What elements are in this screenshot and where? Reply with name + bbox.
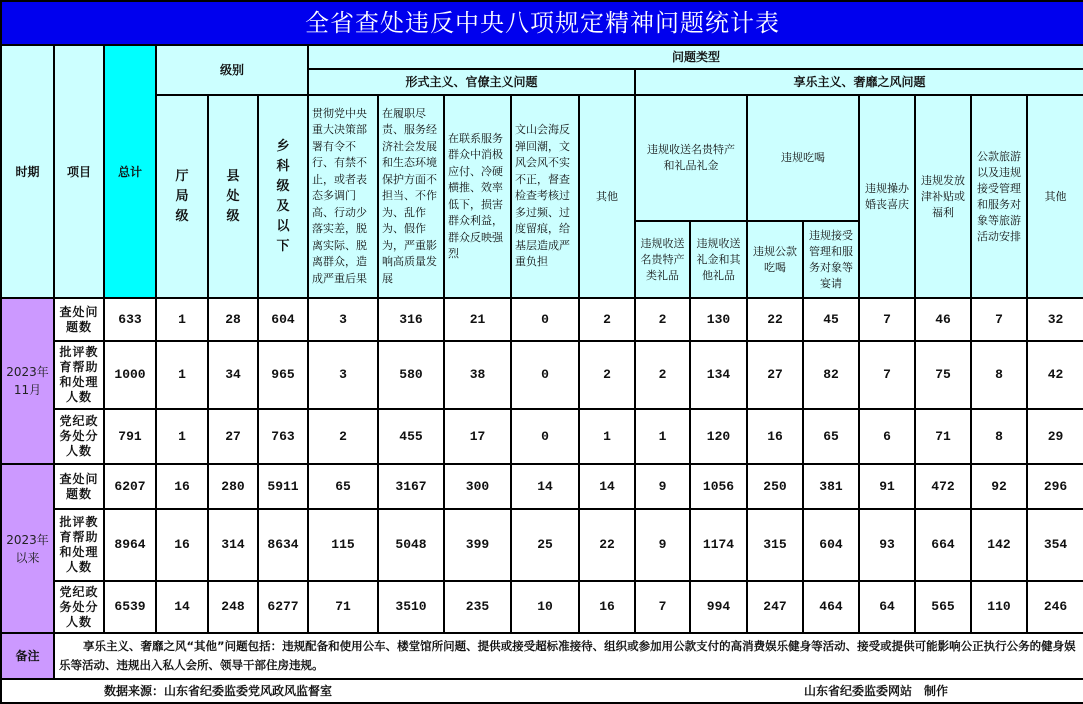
value-cell: 22: [747, 298, 803, 341]
header-formalism-col: 在联系服务群众中消极应付、冷硬横推、效率低下，损害群众利益，群众反映强烈: [444, 95, 511, 298]
value-cell: 21: [444, 298, 511, 341]
value-cell: 3: [308, 298, 378, 341]
value-cell: 9: [635, 509, 690, 581]
value-cell: 315: [747, 509, 803, 581]
value-cell: 604: [258, 298, 308, 341]
value-cell: 7: [859, 341, 915, 409]
value-cell: 16: [747, 409, 803, 464]
value-cell: 580: [378, 341, 444, 409]
value-cell: 65: [308, 464, 378, 509]
note-content: 享乐主义、奢靡之风“其他”问题包括：违规配备和使用公车、楼堂馆所问题、提供或接受超标准接待、组织或参加用公款支付的高消费娱乐健身等活动、接受或提供可能影响公正执行公务的健身娱乐等活动、违规出入私人会所、领导干部住房违规。: [59, 639, 1076, 672]
value-cell: 93: [859, 509, 915, 581]
value-cell: 28: [208, 298, 258, 341]
header-level-xian: [208, 95, 258, 298]
value-cell: 604: [803, 509, 859, 581]
value-cell: 0: [511, 298, 579, 341]
value-cell: 120: [690, 409, 747, 464]
value-cell: 1: [579, 409, 635, 464]
header-formalism-col: 贯彻党中央重大决策部署有令不行、有禁不止，或者表态多调门高、行动少落实差，脱离实际、脱离群众，造成严重后果: [308, 95, 378, 298]
value-cell: 994: [690, 581, 747, 633]
value-cell: 247: [747, 581, 803, 633]
header-level-label: 厅局级: [175, 168, 189, 224]
header-gifts-money: 违规收送礼金和其他礼品: [690, 221, 747, 298]
value-cell: 316: [378, 298, 444, 341]
value-cell: 142: [971, 509, 1027, 581]
table-row: [1, 409, 1083, 464]
value-cell: 8634: [258, 509, 308, 581]
value-cell: 7: [635, 581, 690, 633]
value-cell: 9: [635, 464, 690, 509]
total-value: 1000: [104, 341, 156, 409]
data-source: 数据来源：山东省纪委监委党风政风监督室: [104, 684, 333, 698]
value-cell: 2: [579, 341, 635, 409]
value-cell: 314: [208, 509, 258, 581]
value-cell: 7: [971, 298, 1027, 341]
value-cell: 71: [915, 409, 971, 464]
header-level: 级别: [156, 45, 308, 95]
value-cell: 115: [308, 509, 378, 581]
header-travel: 公款旅游以及违规接受管理和服务对象等旅游活动安排: [971, 95, 1027, 298]
note-text: [54, 633, 1083, 679]
item-label: 批评教育帮助和处理人数: [54, 509, 104, 581]
value-cell: 27: [747, 341, 803, 409]
value-cell: 399: [444, 509, 511, 581]
item-label: 查处问题数: [54, 464, 104, 509]
value-cell: 8: [971, 341, 1027, 409]
value-cell: 75: [915, 341, 971, 409]
value-cell: 1: [635, 409, 690, 464]
value-cell: 10: [511, 581, 579, 633]
header-total: 总计: [104, 45, 156, 298]
value-cell: 965: [258, 341, 308, 409]
value-cell: 235: [444, 581, 511, 633]
value-cell: 45: [803, 298, 859, 341]
value-cell: 8: [971, 409, 1027, 464]
table-row: [1, 581, 1083, 633]
header-formalism-other: 其他: [579, 95, 635, 298]
value-cell: 82: [803, 341, 859, 409]
value-cell: 7: [859, 298, 915, 341]
header-hedonism: 享乐主义、奢靡之风问题: [635, 69, 1083, 95]
header-period: 时期: [1, 45, 54, 298]
header-level-label: 乡科级及以下: [276, 138, 290, 254]
value-cell: 34: [208, 341, 258, 409]
value-cell: 296: [1027, 464, 1083, 509]
value-cell: 2: [635, 341, 690, 409]
producer: 山东省纪委监委网站 制作: [804, 684, 949, 698]
value-cell: 130: [690, 298, 747, 341]
value-cell: 246: [1027, 581, 1083, 633]
item-label: 查处问题数: [54, 298, 104, 341]
total-value: 6207: [104, 464, 156, 509]
header-level-label: 县处级: [226, 168, 240, 224]
value-cell: 16: [156, 509, 208, 581]
value-cell: 32: [1027, 298, 1083, 341]
header-problem-type: 问题类型: [308, 45, 1083, 69]
period-cell: 2023年11月: [1, 298, 54, 464]
header-hedonism-other: 其他: [1027, 95, 1083, 298]
value-cell: 248: [208, 581, 258, 633]
value-cell: 14: [511, 464, 579, 509]
value-cell: 0: [511, 409, 579, 464]
value-cell: 1: [156, 409, 208, 464]
header-gifts-specialty: 违规收送名贵特产类礼品: [635, 221, 690, 298]
value-cell: 17: [444, 409, 511, 464]
value-cell: 92: [971, 464, 1027, 509]
header-formalism-col: 文山会海反弹回潮，文风会风不实不正，督查检查考核过多过频、过度留痕，给基层造成严重负担: [511, 95, 579, 298]
value-cell: 250: [747, 464, 803, 509]
value-cell: 3510: [378, 581, 444, 633]
value-cell: 381: [803, 464, 859, 509]
value-cell: 1: [156, 341, 208, 409]
value-cell: 1056: [690, 464, 747, 509]
value-cell: 27: [208, 409, 258, 464]
value-cell: 3167: [378, 464, 444, 509]
value-cell: 25: [511, 509, 579, 581]
value-cell: 763: [258, 409, 308, 464]
value-cell: 6: [859, 409, 915, 464]
value-cell: 134: [690, 341, 747, 409]
header-gifts: 违规收送名贵特产和礼品礼金: [635, 95, 747, 221]
header-formalism-col: 在履职尽责、服务经济社会发展和生态环境保护方面不担当、不作为、乱作为、假作为，严重影响高质量发展: [378, 95, 444, 298]
value-cell: 2: [635, 298, 690, 341]
value-cell: 455: [378, 409, 444, 464]
total-value: 6539: [104, 581, 156, 633]
value-cell: 2: [308, 409, 378, 464]
value-cell: 2: [579, 298, 635, 341]
value-cell: 464: [803, 581, 859, 633]
header-item: 项目: [54, 45, 104, 298]
value-cell: 65: [803, 409, 859, 464]
value-cell: 3: [308, 341, 378, 409]
value-cell: 38: [444, 341, 511, 409]
value-cell: 565: [915, 581, 971, 633]
header-dining: 违规吃喝: [747, 95, 859, 221]
value-cell: 91: [859, 464, 915, 509]
header-weddings: 违规操办婚丧喜庆: [859, 95, 915, 298]
table-row: [1, 464, 1083, 509]
header-allowances: 违规发放津补贴或福利: [915, 95, 971, 298]
header-level-ting: [156, 95, 208, 298]
value-cell: 14: [579, 464, 635, 509]
value-cell: 42: [1027, 341, 1083, 409]
table-row: [1, 341, 1083, 409]
value-cell: 14: [156, 581, 208, 633]
value-cell: 16: [579, 581, 635, 633]
total-value: 791: [104, 409, 156, 464]
table-row: [1, 509, 1083, 581]
total-value: 633: [104, 298, 156, 341]
value-cell: 5911: [258, 464, 308, 509]
value-cell: 16: [156, 464, 208, 509]
item-label: 批评教育帮助和处理人数: [54, 341, 104, 409]
value-cell: 0: [511, 341, 579, 409]
header-level-xiang: [258, 95, 308, 298]
page-title: 全省查处违反中央八项规定精神问题统计表: [1, 1, 1083, 45]
value-cell: 110: [971, 581, 1027, 633]
value-cell: 1174: [690, 509, 747, 581]
total-value: 8964: [104, 509, 156, 581]
value-cell: 46: [915, 298, 971, 341]
header-dining-public: 违规公款吃喝: [747, 221, 803, 298]
header-formalism: 形式主义、官僚主义问题: [308, 69, 635, 95]
note-label: 备注: [1, 633, 54, 679]
item-label: 党纪政务处分人数: [54, 409, 104, 464]
value-cell: 5048: [378, 509, 444, 581]
table-row: [1, 298, 1083, 341]
value-cell: 280: [208, 464, 258, 509]
header-dining-banquet: 违规接受管理和服务对象等宴请: [803, 221, 859, 298]
period-cell: 2023年以来: [1, 464, 54, 633]
value-cell: 1: [156, 298, 208, 341]
value-cell: 29: [1027, 409, 1083, 464]
value-cell: 6277: [258, 581, 308, 633]
value-cell: 664: [915, 509, 971, 581]
value-cell: 472: [915, 464, 971, 509]
value-cell: 64: [859, 581, 915, 633]
footer: [1, 679, 1083, 703]
value-cell: 300: [444, 464, 511, 509]
value-cell: 22: [579, 509, 635, 581]
value-cell: 71: [308, 581, 378, 633]
item-label: 党纪政务处分人数: [54, 581, 104, 633]
value-cell: 354: [1027, 509, 1083, 581]
